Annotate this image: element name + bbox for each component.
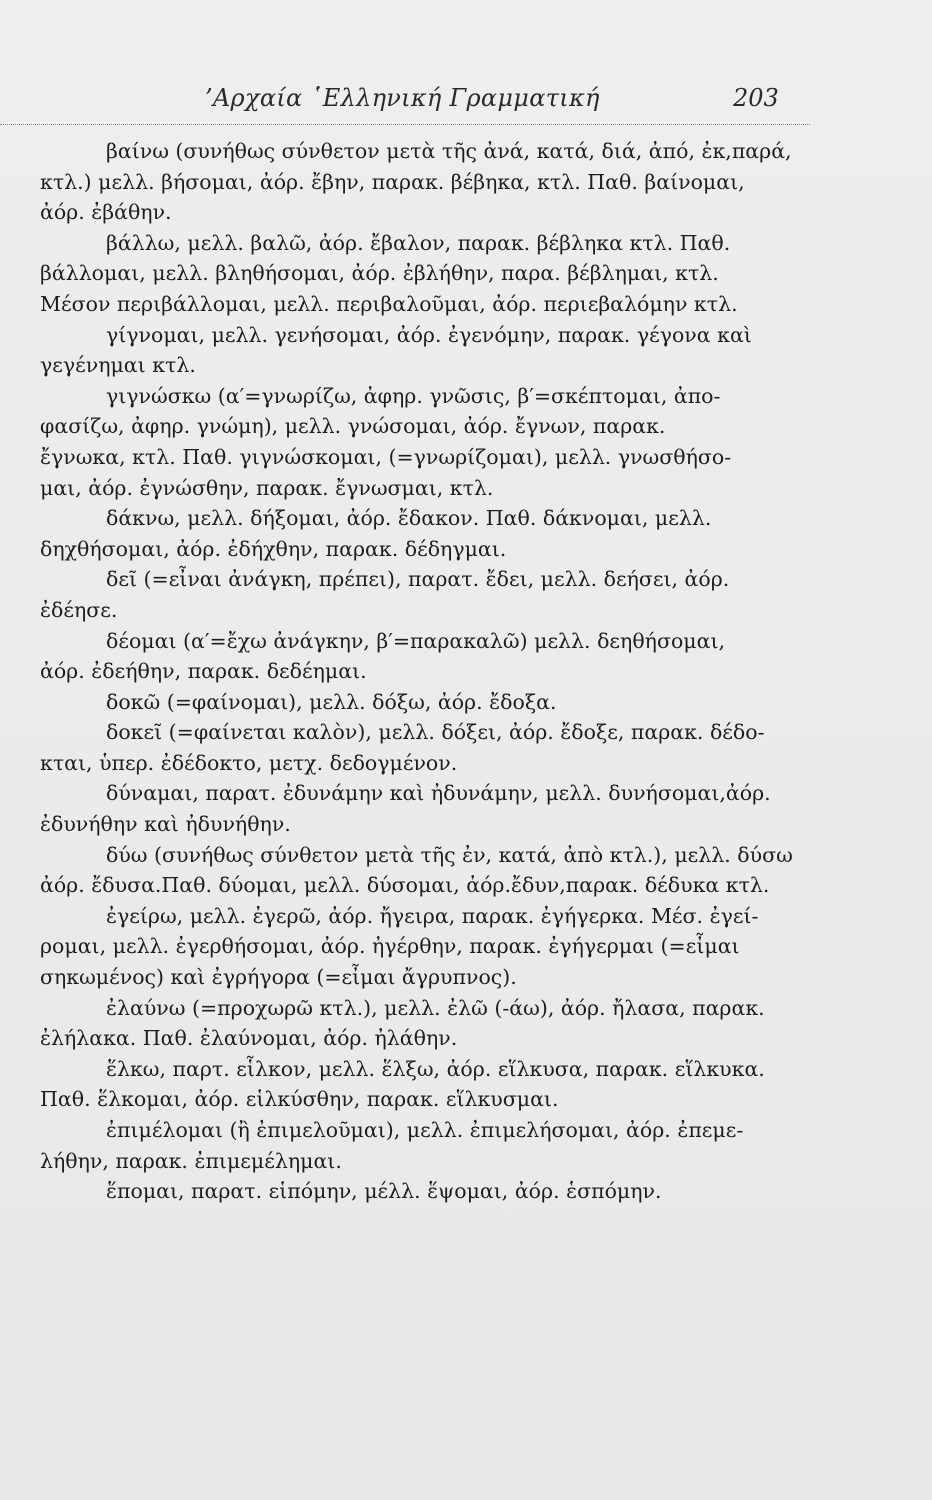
entry-line: δάκνω, μελλ. δήξομαι, ἀόρ. ἔδακον. Παθ. δάκνομαι, μελλ. <box>106 506 712 531</box>
text-line: ἐλήλακα. Παθ. ἐλαύνομαι, ἀόρ. ἠλάθην. <box>40 1026 458 1051</box>
entry-line: δοκεῖ (=φαίνεται καλὸν), μελλ. δόξει, ἀόρ. ἔδοξε, παρακ. δέδο- <box>106 720 765 745</box>
text-line: ἐδυνήθην καὶ ἠδυνήθην. <box>40 812 291 837</box>
page-header <box>0 84 932 118</box>
text-line: ἀόρ. ἐβάθην. <box>40 200 172 225</box>
text-line: ἀόρ. ἔδυσα.Παθ. δύομαι, μελλ. δύσομαι, ἀόρ.ἔδυν,παρακ. δέδυκα κτλ. <box>40 873 770 898</box>
entry-line: ἕλκω, παρτ. εἷλκον, μελλ. ἕλξω, ἀόρ. εἵλκυσα, παρακ. εἵλκυκα. <box>106 1056 765 1081</box>
text-line: ἐδέησε. <box>40 597 118 622</box>
entry-line: ἕπομαι, παρατ. εἱπόμην, μέλλ. ἕψομαι, ἀόρ. ἑσπόμην. <box>106 1179 662 1204</box>
page-number: 203 <box>733 84 779 112</box>
text-line: λήθην, παρακ. ἐπιμεμέλημαι. <box>40 1148 342 1173</box>
entry-line: δεῖ (=εἶναι ἀνάγκη, πρέπει), παρατ. ἔδει, μελλ. δεήσει, ἀόρ. <box>106 567 730 592</box>
text-block <box>40 136 822 1207</box>
text-line: κτλ.) μελλ. βήσομαι, ἀόρ. ἔβην, παρακ. βέβηκα, κτλ. Παθ. βαίνομαι, <box>40 169 745 194</box>
text-line: ρομαι, μελλ. ἐγερθήσομαι, ἀόρ. ἠγέρθην, παρακ. ἐγήγερμαι (=εἶμαι <box>40 934 740 959</box>
entry-line: βαίνω (συνήθως σύνθετον μετὰ τῆς ἀνά, κατά, διά, ἀπό, ἐκ,παρά, <box>106 139 792 163</box>
text-line: βάλλομαι, μελλ. βληθήσομαι, ἀόρ. ἐβλήθην, παρα. βέβλημαι, κτλ. <box>40 261 719 286</box>
entry-line: δοκῶ (=φαίνομαι), μελλ. δόξω, ἀόρ. ἔδοξα. <box>106 689 557 714</box>
entry-line: γίγνομαι, μελλ. γενήσομαι, ἀόρ. ἐγενόμην, παρακ. γέγονα καὶ <box>106 322 752 347</box>
entry-line: βάλλω, μελλ. βαλῶ, ἀόρ. ἔβαλον, παρακ. βέβληκα κτλ. Παθ. <box>106 230 731 255</box>
text-line: μαι, ἀόρ. ἐγνώσθην, παρακ. ἔγνωσμαι, κτλ. <box>40 475 494 500</box>
text-line: κται, ὑπερ. ἐδέδοκτο, μετχ. δεδογμένον. <box>40 750 458 775</box>
entry-line: ἐγείρω, μελλ. ἐγερῶ, ἀόρ. ἤγειρα, παρακ. ἐγήγερκα. Μέσ. ἐγεί- <box>106 903 759 928</box>
text-line: ἔγνωκα, κτλ. Παθ. γιγνώσκομαι, (=γνωρίζομαι), μελλ. γνωσθήσο- <box>40 444 732 469</box>
text-line: φασίζω, ἀφηρ. γνώμη), μελλ. γνώσομαι, ἀόρ. ἔγνων, παρακ. <box>40 414 666 439</box>
entry-line: ἐπιμέλομαι (ἢ ἐπιμελοῦμαι), μελλ. ἐπιμελήσομαι, ἀόρ. ἐπεμε- <box>106 1118 744 1142</box>
entry-line: δέομαι (α′=ἔχω ἀνάγκην, β′=παρακαλῶ) μελλ. δεηθήσομαι, <box>106 628 726 653</box>
text-line: Μέσον περιβάλλομαι, μελλ. περιβαλοῦμαι, ἀόρ. περιεβαλόμην κτλ. <box>40 291 738 316</box>
text-line: γεγένημαι κτλ. <box>40 353 196 378</box>
entry-line: δύω (συνήθως σύνθετον μετὰ τῆς ἐν, κατά, ἀπὸ κτλ.), μελλ. δύσω <box>106 842 793 867</box>
header-rule <box>0 124 810 125</box>
text-line: σηκωμένος) καὶ ἐγρήγορα (=εἶμαι ἄγρυπνος). <box>40 965 517 990</box>
text-line: Παθ. ἕλκομαι, ἀόρ. εἱλκύσθην, παρακ. εἵλκυσμαι. <box>40 1087 559 1112</box>
running-title: ’Αρχαία ῾Ελληνική Γραμματική <box>205 84 600 112</box>
text-line: ἀόρ. ἐδεήθην, παρακ. δεδέημαι. <box>40 659 367 684</box>
text-line: δηχθήσομαι, ἀόρ. ἐδήχθην, παρακ. δέδηγμαι. <box>40 536 507 561</box>
entry-line: γιγνώσκω (α′=γνωρίζω, ἀφηρ. γνῶσις, β′=σκέπτομαι, ἀπο- <box>106 383 721 408</box>
entry-line: ἐλαύνω (=προχωρῶ κτλ.), μελλ. ἐλῶ (-άω), ἀόρ. ἤλασα, παρακ. <box>106 995 765 1020</box>
entry-line: δύναμαι, παρατ. ἐδυνάμην καὶ ἠδυνάμην, μελλ. δυνήσομαι,ἀόρ. <box>106 781 771 806</box>
